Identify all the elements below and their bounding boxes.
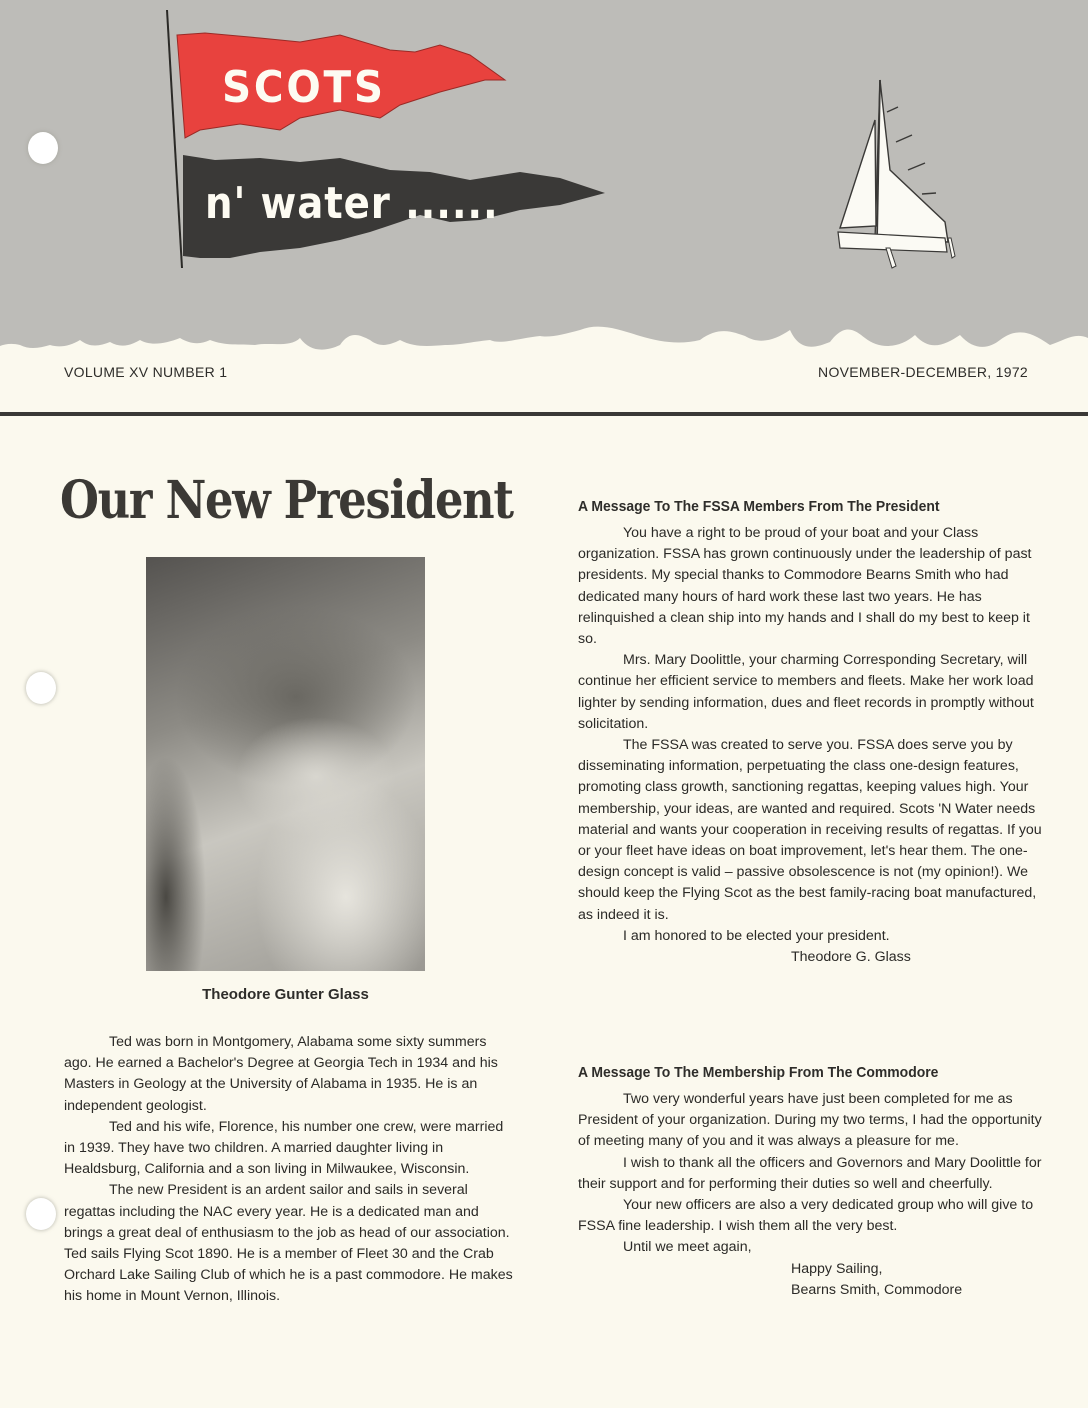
commodore-message-title: A Message To The Membership From The Commodore <box>578 1064 939 1081</box>
commodore-message <box>578 1064 1043 1301</box>
issue-volume: VOLUME XV NUMBER 1 <box>64 364 228 380</box>
masthead-title-water: n' water ...... <box>205 178 499 229</box>
masthead-artwork <box>0 0 1088 380</box>
message-paragraph: I wish to thank all the officers and Governors and Mary Doolittle for their support and for performing their duties so well and cheerfully. <box>578 1154 1042 1192</box>
message-paragraph: You have a right to be proud of your boat and your Class organization. FSSA has grown continuously under the leadership of past presidents. My special thanks to Commodore Bearns Smith who had dedicated many hours of hard work these last two years. He has relinquished a clean ship into my hands and I shall do my best to keep it so. <box>578 525 1032 648</box>
punch-hole-icon <box>28 132 58 164</box>
president-message-title: A Message To The FSSA Members From The President <box>578 498 940 515</box>
commodore-closing: Happy Sailing, <box>791 1260 883 1277</box>
president-portrait-photo <box>146 557 425 971</box>
president-signature: Theodore G. Glass <box>791 949 911 966</box>
masthead <box>0 0 1088 380</box>
header-divider <box>0 412 1088 416</box>
message-paragraph: Until we meet again, <box>623 1239 752 1256</box>
masthead-title-scots: SCOTS <box>222 62 386 113</box>
feature-article <box>64 1032 514 1308</box>
message-paragraph: Mrs. Mary Doolittle, your charming Corresponding Secretary, will continue her efficient service to members and fleets. Make her work load lighter by sending information, dues and fleet records in promptly without solicitation. <box>578 652 1034 732</box>
feature-paragraph: Ted and his wife, Florence, his number one crew, were married in 1939. They have two children. A married daughter living in Healdsburg, California and a son living in Milwaukee, Wisconsin. <box>64 1118 504 1178</box>
feature-paragraph: The new President is an ardent sailor and sails in several regattas including the NAC every year. He is a dedicated man and brings a great deal of enthusiasm to the job as head of our association. Ted sails Flying Scot 1890. He is a member of Fleet 30 and the Crab Orchard Lake Sailing Club of which he is a past commodore. He makes his home in Mount Vernon, Illinois. <box>64 1182 513 1305</box>
wave-border-icon <box>0 0 1088 350</box>
message-paragraph: Two very wonderful years have just been completed for me as President of your organization. During my two terms, I had the opportunity of meeting many of you and it was always a pleasure for me. <box>578 1091 1042 1150</box>
feature-headline: Our New President <box>60 470 513 531</box>
message-paragraph: The FSSA was created to serve you. FSSA does serve you by disseminating information, perpetuating the class one-design features, promoting class growth, sanctioning regattas, keeping values high. Your membership, your ideas, are wanted and required. Scots 'N Water needs material and wants your cooperation in receiving results of regattas. If you or your fleet have ideas on boat improvement, let's hear them. The one-design concept is valid – passive obsolescence is not (my opinion!). We should keep the Flying Scot as the best family-racing boat manufactured, as indeed it is. <box>578 737 1042 923</box>
punch-hole-icon <box>26 672 56 704</box>
president-message <box>578 498 1043 968</box>
message-paragraph: I am honored to be elected your president. <box>623 927 890 944</box>
punch-hole-icon <box>26 1198 56 1230</box>
commodore-signature: Bearns Smith, Commodore <box>791 1281 963 1298</box>
issue-date: NOVEMBER-DECEMBER, 1972 <box>818 364 1028 380</box>
photo-caption: Theodore Gunter Glass <box>202 986 369 1003</box>
feature-paragraph: Ted was born in Montgomery, Alabama some sixty summers ago. He earned a Bachelor's Degree at Georgia Tech in 1934 and his Masters in Geology at the University of Alabama in 1935. He is an independent geologist. <box>64 1034 498 1114</box>
message-paragraph: Your new officers are also a very dedicated group who will give to FSSA fine leadership. I wish them all the very best. <box>578 1197 1034 1235</box>
